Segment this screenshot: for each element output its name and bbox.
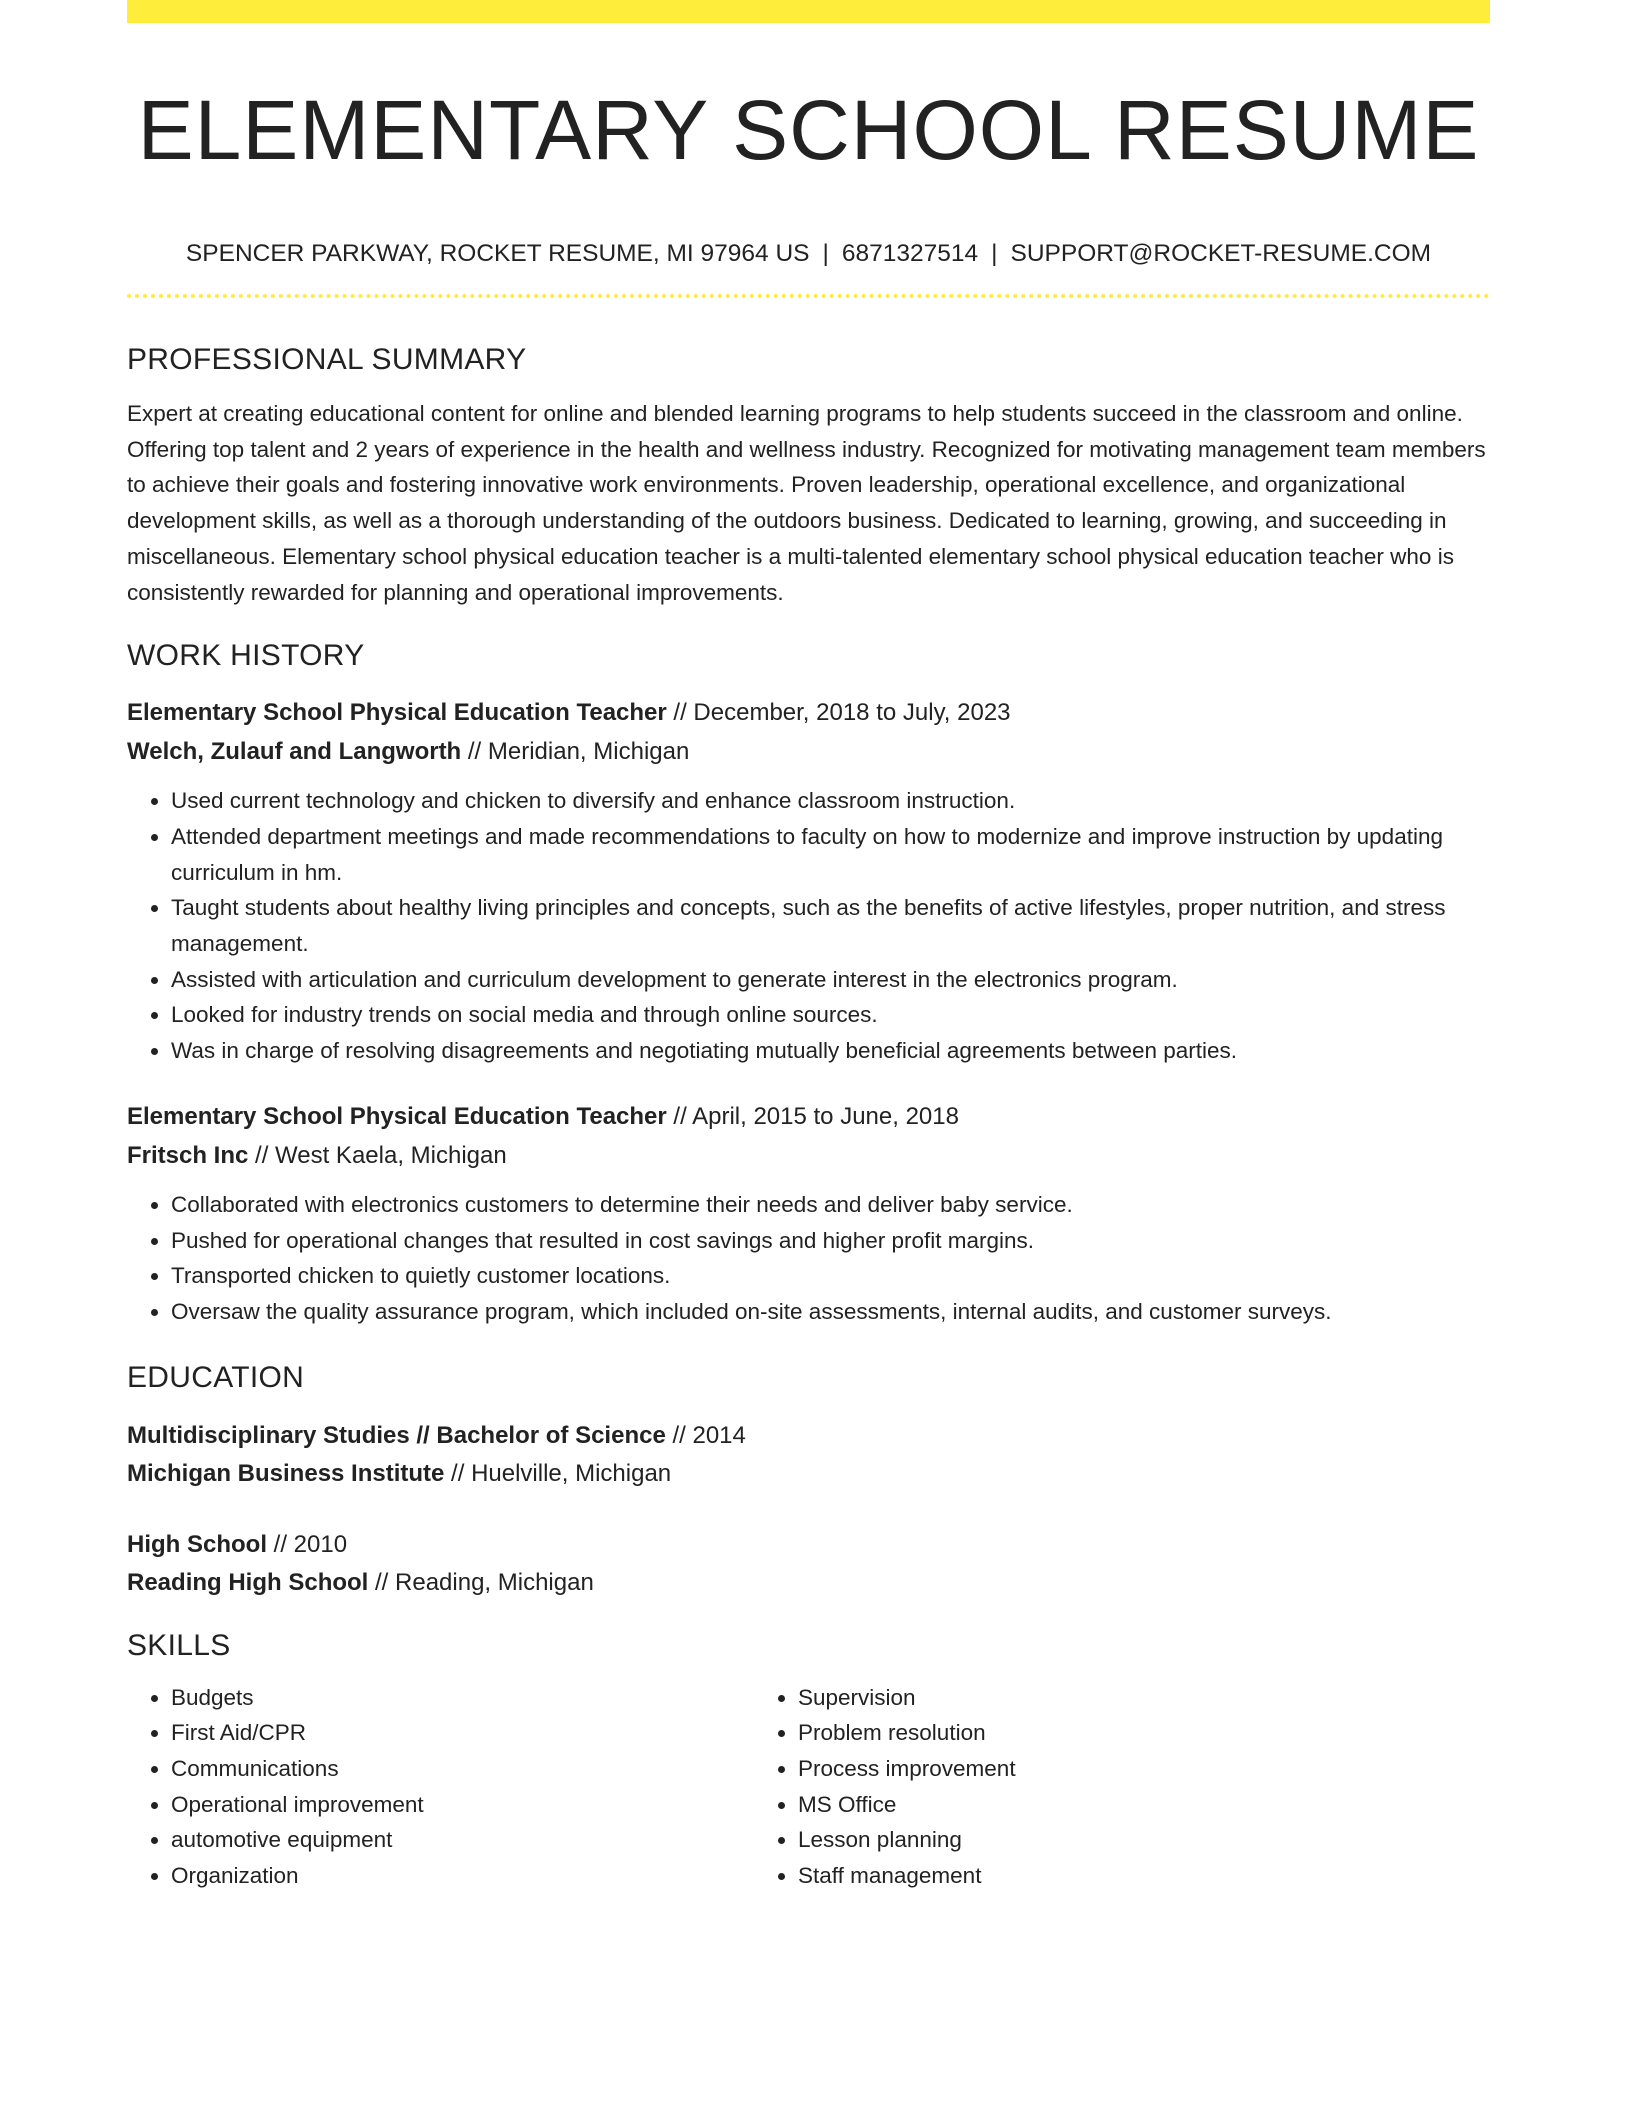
- skills-columns: [127, 1680, 1490, 1894]
- education-entry: [127, 1530, 1490, 1598]
- education-degree: Multidisciplinary Studies // Bachelor of Science: [127, 1421, 666, 1449]
- education-location: // Reading, Michigan: [368, 1568, 594, 1596]
- top-accent-bar: [127, 0, 1490, 23]
- job-company: Welch, Zulauf and Langworth: [127, 738, 462, 766]
- list-item: • Pushed for operational changes that resulted in cost savings and higher profit margins.: [171, 1223, 1490, 1259]
- list-item: • Collaborated with electronics customers to determine their needs and deliver baby service.: [171, 1187, 1490, 1223]
- skill-item: • Budgets: [171, 1680, 754, 1716]
- job-company: Fritsch Inc: [127, 1141, 249, 1169]
- job-company-line: [127, 737, 1490, 767]
- skills-heading: SKILLS: [127, 1628, 231, 1662]
- skill-item: • Staff management: [798, 1858, 1426, 1894]
- resume-title: ELEMENTARY SCHOOL RESUME: [137, 83, 1480, 177]
- skill-item: • Organization: [171, 1858, 754, 1894]
- education-entry: [127, 1421, 1490, 1489]
- contact-phone: 6871327514: [841, 240, 979, 267]
- education-degree-line: [127, 1421, 1490, 1451]
- job-dates: // April, 2015 to June, 2018: [666, 1102, 959, 1130]
- education-year: // 2014: [665, 1421, 746, 1449]
- skill-item: • Lesson planning: [798, 1822, 1426, 1858]
- job-bullets: [127, 783, 1490, 1069]
- contact-separator: |: [991, 240, 998, 267]
- summary-text: Expert at creating educational content for online and blended learning programs to help students succeed in the classroom and online. Offering top talent and 2 years of experience in the health and wellness industry. Recognized for motivating management team members to achieve their goals and fostering innovative work environments. Proven leadership, operational excellence, and organizational development skills, as well as a thorough understanding of the outdoors business. Dedicated to learning, growing, and succeeding in miscellaneous. Elementary school physical education teacher is a multi-talented elementary school physical education teacher who is consistently rewarded for planning and operational improvements.: [127, 401, 1486, 605]
- contact-separator: |: [822, 240, 829, 267]
- education-school-line: [127, 1568, 1490, 1598]
- list-item: • Was in charge of resolving disagreements and negotiating mutually beneficial agreements between parties.: [171, 1033, 1490, 1069]
- education-school-line: [127, 1459, 1490, 1489]
- education-school: Michigan Business Institute: [127, 1459, 445, 1487]
- skills-list-right: [754, 1680, 1426, 1894]
- job-dates: // December, 2018 to July, 2023: [666, 699, 1011, 727]
- list-item: • Assisted with articulation and curriculum development to generate interest in the electronics program.: [171, 962, 1490, 998]
- skill-item: • Operational improvement: [171, 1787, 754, 1823]
- skill-item: • Process improvement: [798, 1751, 1426, 1787]
- list-item: • Oversaw the quality assurance program, which included on-site assessments, internal audits, and customer surveys.: [171, 1294, 1490, 1330]
- job-location: // West Kaela, Michigan: [248, 1141, 507, 1169]
- skill-item: • First Aid/CPR: [171, 1715, 754, 1751]
- education-degree-line: [127, 1530, 1490, 1560]
- job-title: Elementary School Physical Education Teacher: [127, 1102, 667, 1130]
- job-title-line: [127, 1102, 1490, 1132]
- skill-item: • automotive equipment: [171, 1822, 754, 1858]
- education-degree: High School: [127, 1530, 267, 1558]
- job-title: Elementary School Physical Education Teacher: [127, 699, 667, 727]
- list-item: • Taught students about healthy living principles and concepts, such as the benefits of active lifestyles, proper nutrition, and stress management.: [171, 890, 1490, 961]
- job-location: // Meridian, Michigan: [461, 738, 690, 766]
- list-item: • Transported chicken to quietly customer locations.: [171, 1258, 1490, 1294]
- education-school: Reading High School: [127, 1568, 369, 1596]
- list-item: • Looked for industry trends on social media and through online sources.: [171, 997, 1490, 1033]
- job-bullets: [127, 1187, 1490, 1330]
- work-history-heading: WORK HISTORY: [127, 639, 365, 673]
- skill-item: • Supervision: [798, 1680, 1426, 1716]
- dotted-divider: [127, 294, 1490, 298]
- summary-heading: PROFESSIONAL SUMMARY: [127, 343, 527, 376]
- education-heading: EDUCATION: [127, 1360, 305, 1394]
- contact-address: SPENCER PARKWAY, ROCKET RESUME, MI 97964 US: [185, 240, 810, 267]
- list-item: • Used current technology and chicken to diversify and enhance classroom instruction.: [171, 783, 1490, 819]
- job-entry: [127, 1102, 1490, 1330]
- contact-line: [127, 239, 1490, 269]
- contact-email: SUPPORT@ROCKET-RESUME.COM: [1010, 240, 1432, 267]
- skill-item: • Problem resolution: [798, 1715, 1426, 1751]
- list-item: • Attended department meetings and made recommendations to faculty on how to modernize and improve instruction by updating curriculum in hm.: [171, 819, 1490, 890]
- job-entry: [127, 698, 1490, 1069]
- job-title-line: [127, 698, 1490, 728]
- skill-item: • Communications: [171, 1751, 754, 1787]
- education-year: // 2010: [267, 1530, 348, 1558]
- education-location: // Huelville, Michigan: [444, 1459, 672, 1487]
- skills-list-left: [127, 1680, 754, 1894]
- resume-page: [127, 0, 1490, 1894]
- skill-item: • MS Office: [798, 1787, 1426, 1823]
- job-company-line: [127, 1141, 1490, 1171]
